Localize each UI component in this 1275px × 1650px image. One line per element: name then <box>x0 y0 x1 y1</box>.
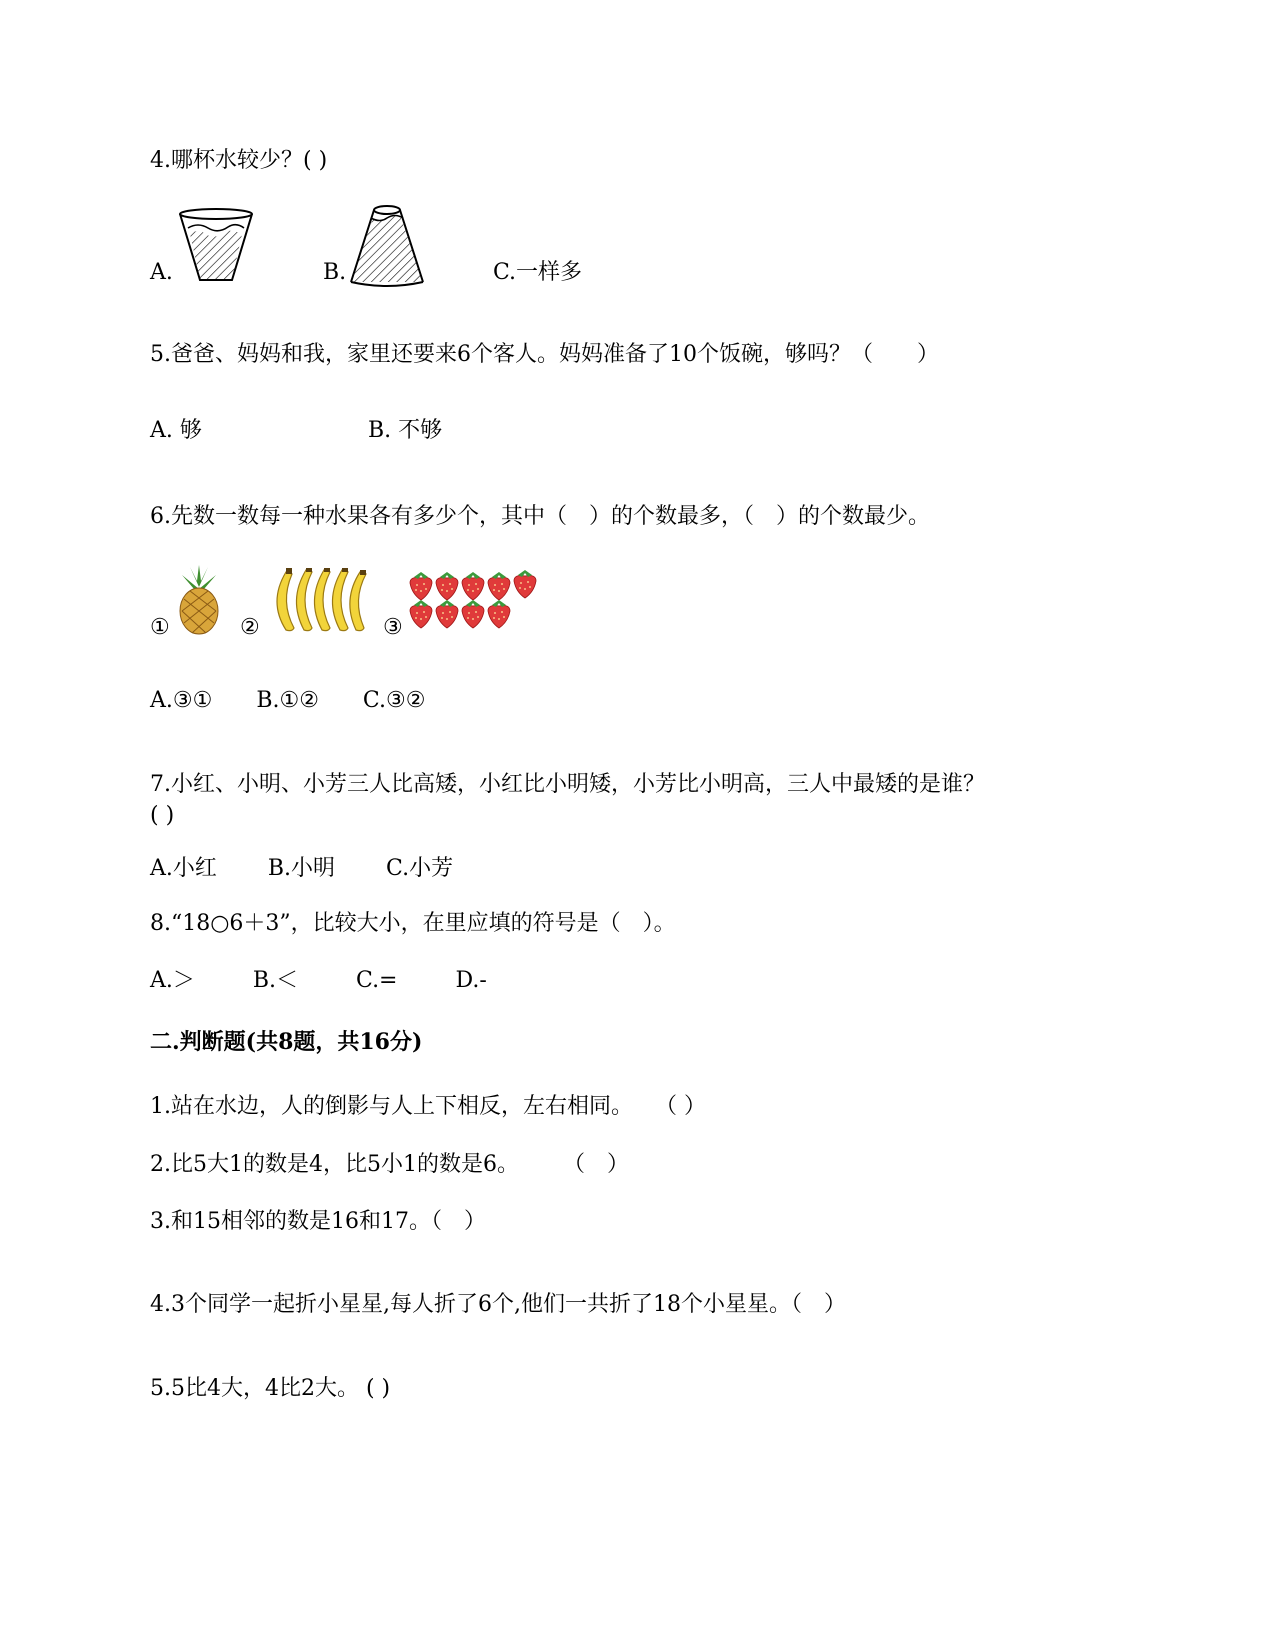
q6-label-3: ③ <box>383 615 403 640</box>
q6-stem: 6.先数一数每一种水果各有多少个，其中（ ）的个数最多，（ ）的个数最少。 <box>150 504 930 529</box>
q5-option-b: B. 不够 <box>368 418 443 443</box>
section-heading: 二.判断题(共8题，共16分) <box>150 1029 423 1055</box>
q6-label-2: ② <box>240 615 260 640</box>
q4-option-b: B. <box>323 260 347 285</box>
strawberry-icon <box>408 570 540 630</box>
q4-stem: 4.哪杯水较少？( ) <box>150 148 328 173</box>
q8-options: A.＞ B.＜ C.= D.- <box>150 968 487 993</box>
q4-option-a: A. <box>150 260 173 285</box>
cup-narrow-top-icon <box>347 204 427 288</box>
q4-option-c: C.一样多 <box>493 260 583 285</box>
q6-options: A.③① B.①② C.③② <box>150 688 426 713</box>
q6-label-1: ① <box>150 615 170 640</box>
q5-option-a: A. 够 <box>150 418 202 443</box>
judge-item-5: 5.5比4大，4比2大。 ( ) <box>150 1376 391 1401</box>
q7-options: A.小红 B.小明 C.小芳 <box>150 856 454 881</box>
cup-wide-top-icon <box>176 208 256 284</box>
q7-stem-line2: ( ) <box>150 803 175 828</box>
judge-item-3: 3.和15相邻的数是16和17。（ ） <box>150 1209 486 1234</box>
judge-item-2: 2.比5大1的数是4，比5小1的数是6。 （ ） <box>150 1152 629 1177</box>
q7-stem-line1: 7.小红、小明、小芳三人比高矮，小红比小明矮，小芳比小明高，三人中最矮的是谁？ <box>150 772 985 797</box>
banana-icon <box>266 568 372 634</box>
q5-stem: 5.爸爸、妈妈和我，家里还要来6个客人。妈妈准备了10个饭碗，够吗？（ ） <box>150 342 939 367</box>
pineapple-icon <box>176 565 222 635</box>
judge-item-4: 4.3个同学一起折小星星,每人折了6个,他们一共折了18个小星星。（ ） <box>150 1292 846 1317</box>
judge-item-1: 1.站在水边，人的倒影与人上下相反，左右相同。 （ ） <box>150 1094 706 1119</box>
q8-stem: 8.“18○6＋3”，比较大小，在里应填的符号是（ ）。 <box>150 911 676 936</box>
